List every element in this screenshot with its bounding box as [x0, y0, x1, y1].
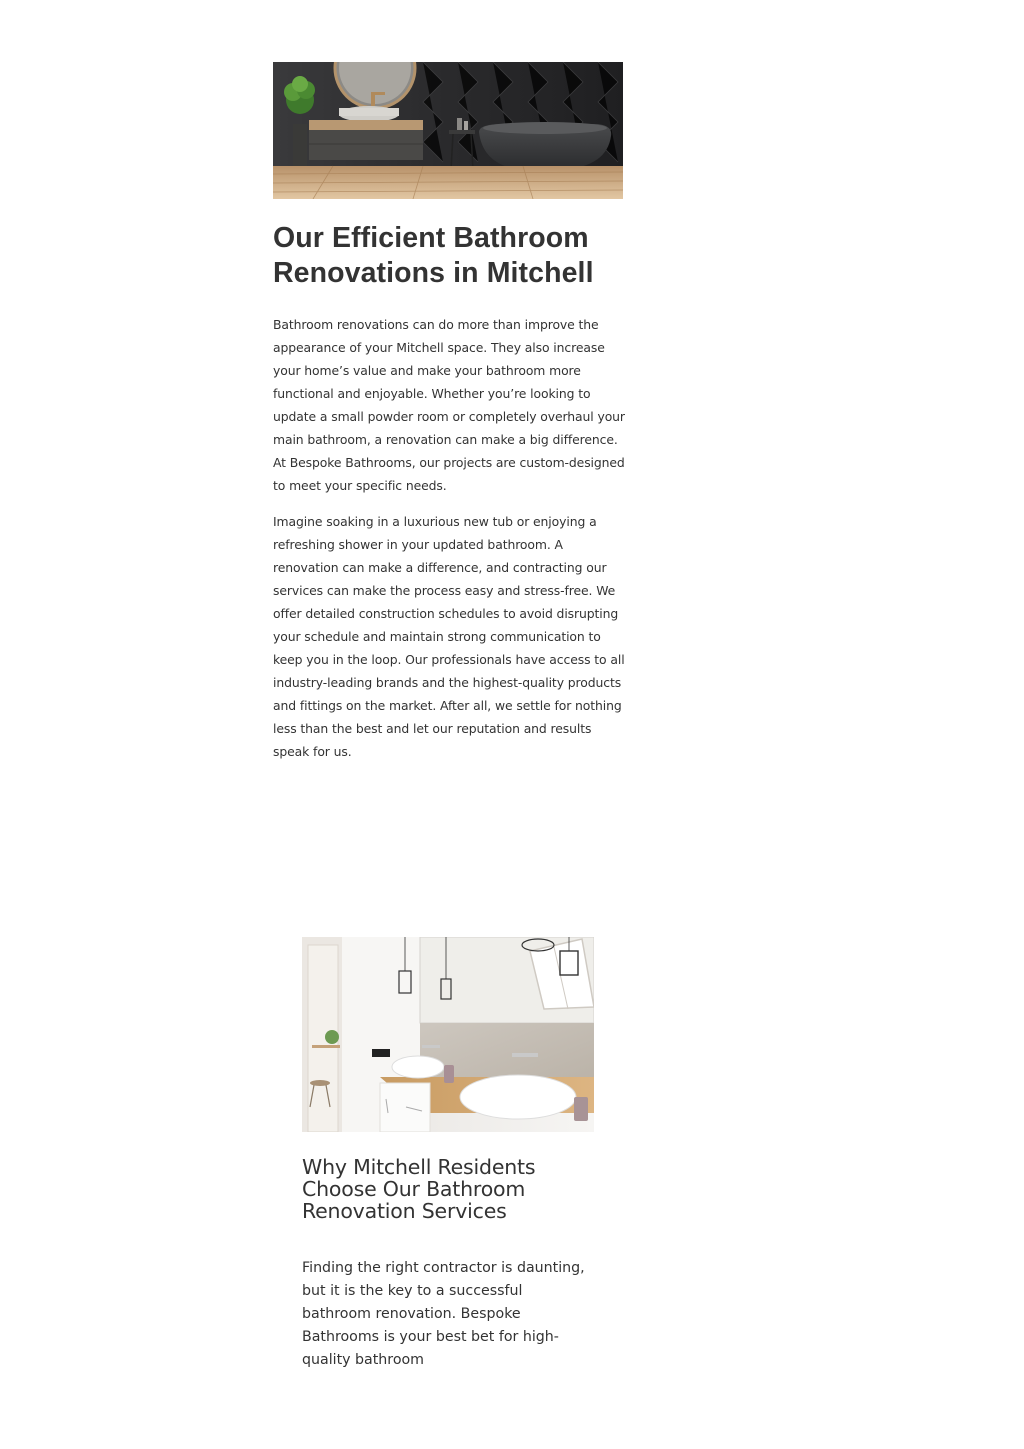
light-bathroom-photo-icon	[302, 937, 594, 1132]
why-choose-section	[302, 937, 602, 1372]
dark-bathroom-photo-icon	[273, 62, 623, 199]
body-paragraph: Imagine soaking in a luxurious new tub or enjoying a refreshing shower in your updated bathroom. A renovation can make a difference, and contracting our services can make the process easy and stress-free. We offer detailed construction schedules to avoid disrupting your schedule and maintain strong communication to keep you in the loop. Our professionals have access to all industry-leading brands and the highest-quality products and fittings on the market. After all, we settle for nothing less than the best and let our reputation and results speak for us.	[273, 514, 625, 759]
section-title: Why Mitchell Residents Choose Our Bathroom Renovation Services	[302, 1155, 536, 1223]
renovations-section	[273, 62, 625, 763]
light-bathroom-image	[302, 937, 594, 1132]
section-title: Our Efficient Bathroom Renovations in Mitchell	[273, 222, 594, 289]
body-paragraph: Finding the right contractor is daunting, but it is the key to a successful bathroom renovation. Bespoke Bathrooms is your best bet for high-quality bathroom	[302, 1260, 585, 1368]
dark-bathroom-image	[273, 62, 623, 199]
body-paragraph: Bathroom renovations can do more than improve the appearance of your Mitchell space. They also increase your home’s value and make your bathroom more functional and enjoyable. Whether you’re looking to update a small powder room or completely overhaul your main bathroom, a renovation can make a big difference. At Bespoke Bathrooms, our projects are custom-designed to meet your specific needs.	[273, 317, 625, 493]
